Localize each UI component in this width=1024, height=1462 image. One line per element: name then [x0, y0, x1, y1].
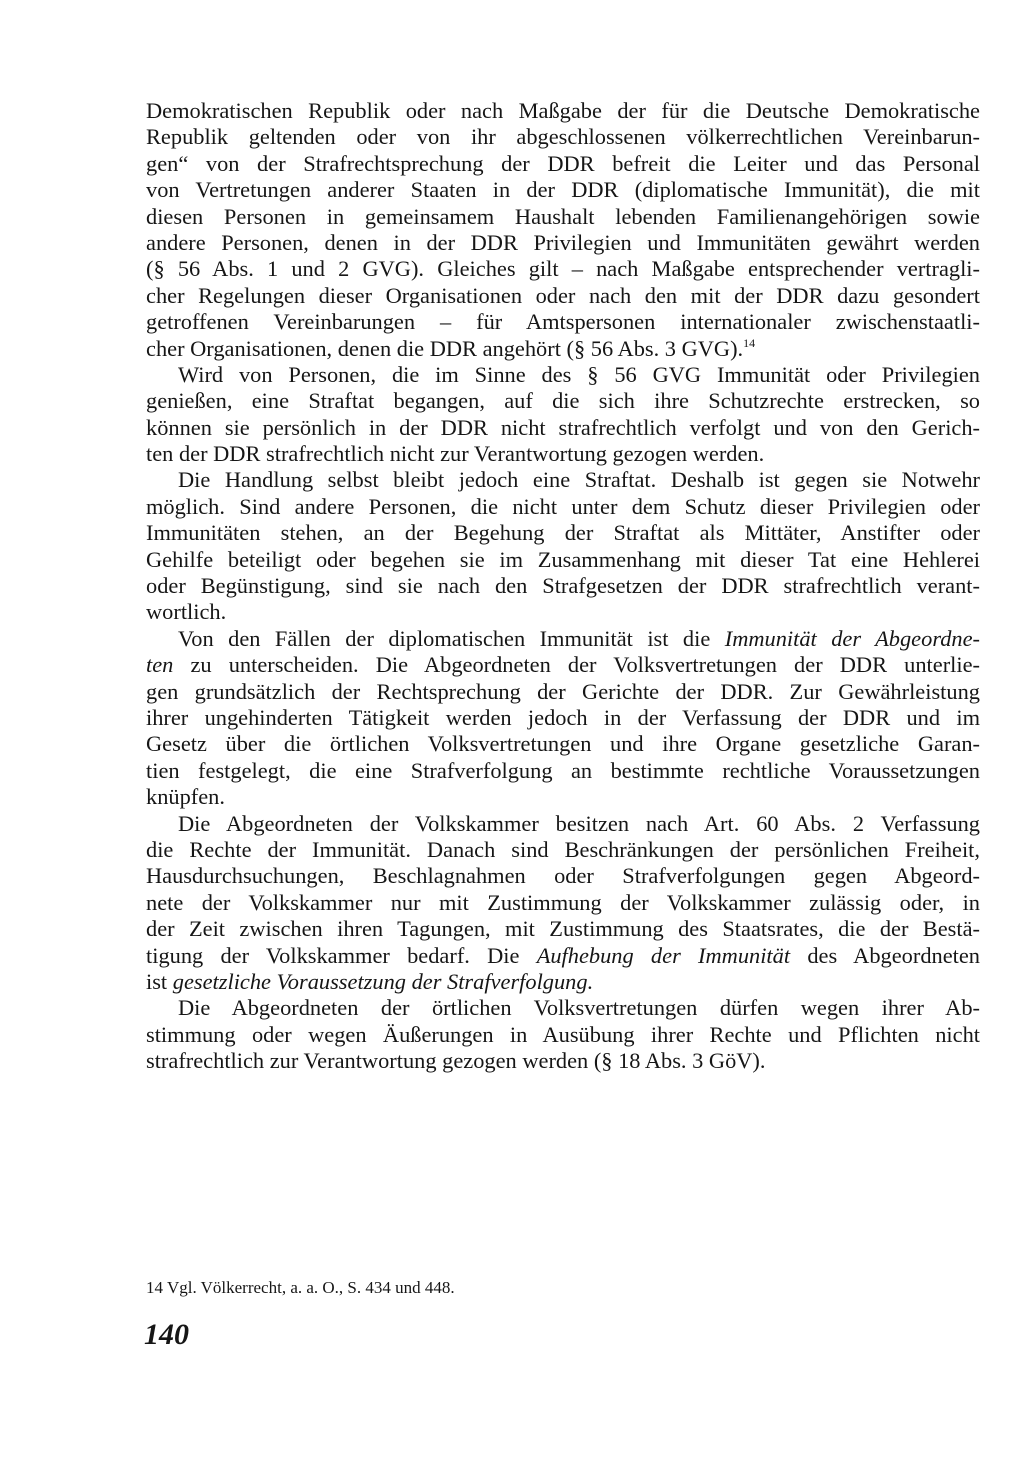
- emphasis-term: Aufhebung der Immunität: [536, 942, 791, 968]
- text-line: Republik geltenden oder von ihr abgeschlossenen völkerrechtlichen Vereinbarun-: [146, 124, 980, 150]
- text-line: genießen, eine Straftat begangen, auf die sich ihre Schutzrechte erstrecken, so: [146, 388, 980, 414]
- text-line: oder Begünstigung, sind sie nach den Strafgesetzen der DDR strafrechtlich verant-: [146, 573, 980, 599]
- footnote: 14 Vgl. Völkerrecht, a. a. O., S. 434 und 448.: [146, 1278, 455, 1297]
- text-line: gen grundsätzlich der Rechtsprechung der Gerichte der DDR. Zur Gewährleistung: [146, 678, 980, 704]
- text-line: (§ 56 Abs. 1 und 2 GVG). Gleiches gilt – nach Maßgabe entsprechender vertragli-: [146, 256, 980, 282]
- text-line: gen“ von der Strafrechtsprechung der DDR befreit die Leiter und das Personal: [146, 150, 980, 176]
- text-line: nete der Volkskammer nur mit Zustimmung der Volkskammer zulässig oder, in: [146, 889, 980, 915]
- text-line: von Vertretungen anderer Staaten in der DDR (diplomatische Immunität), die mit: [146, 177, 980, 203]
- text-line: möglich. Sind andere Personen, die nicht unter dem Schutz dieser Privilegien oder: [146, 493, 980, 519]
- text-line: getroffenen Vereinbarungen – für Amtspersonen internationaler zwischenstaatli-: [146, 309, 980, 335]
- text-line: Die Abgeordneten der örtlichen Volksvertretungen dürfen wegen ihrer Ab-: [178, 995, 980, 1021]
- text-line: tigung der Volkskammer bedarf. Die Aufhebung der Immunität des Abgeordneten: [146, 942, 980, 968]
- text-line: Wird von Personen, die im Sinne des § 56 GVG Immunität oder Privilegien: [178, 361, 980, 387]
- text-line: Die Abgeordneten der Volkskammer besitzen nach Art. 60 Abs. 2 Verfassung: [178, 810, 980, 836]
- emphasis-term: ten: [146, 652, 174, 678]
- text-line: tien festgelegt, die eine Strafverfolgung an bestimmte rechtliche Voraussetzungen: [146, 757, 980, 783]
- emphasis-term: gesetzliche Voraussetzung der Strafverfolgung.: [172, 968, 594, 994]
- text-line: ten zu unterscheiden. Die Abgeordneten der Volksvertretungen der DDR unterlie-: [146, 652, 980, 678]
- text-line: können sie persönlich in der DDR nicht strafrechtlich verfolgt und von den Gerich-: [146, 414, 980, 440]
- text-line: Gesetz über die örtlichen Volksvertretungen und ihre Organe gesetzliche Garan-: [146, 731, 980, 757]
- page-number: 140: [144, 1318, 189, 1351]
- footnote-reference: 14: [743, 335, 756, 350]
- text-line: Von den Fällen der diplomatischen Immunität ist die Immunität der Abgeordne-: [178, 625, 980, 651]
- text-line: Demokratischen Republik oder nach Maßgabe der für die Deutsche Demokratische: [146, 98, 980, 123]
- text-line: ihrer ungehinderten Tätigkeit werden jedoch in der Verfassung der DDR und im: [146, 704, 980, 730]
- text-line: cher Organisationen, denen die DDR angehört (§ 56 Abs. 3 GVG).$^{14}$: [146, 335, 756, 361]
- text-line: knüpfen.: [146, 784, 225, 810]
- text-line: diesen Personen in gemeinsamem Haushalt lebenden Familienangehörigen sowie: [146, 203, 980, 229]
- text-line: wortlich.: [146, 599, 227, 625]
- text-line: der Zeit zwischen ihren Tagungen, mit Zustimmung des Staatsrates, die der Bestä-: [146, 916, 980, 942]
- text-line: stimmung oder wegen Äußerungen in Ausübung ihrer Rechte und Pflichten nicht: [146, 1021, 980, 1047]
- text-line: Gehilfe beteiligt oder begehen sie im Zusammenhang mit dieser Tat eine Hehlerei: [146, 546, 980, 572]
- text-line: cher Regelungen dieser Organisationen oder nach den mit der DDR dazu gesondert: [146, 282, 980, 308]
- text-line: ten der DDR strafrechtlich nicht zur Verantwortung gezogen werden.: [146, 441, 765, 467]
- text-line: die Rechte der Immunität. Danach sind Beschränkungen der persönlichen Freiheit,: [146, 836, 980, 862]
- text-line: Hausdurchsuchungen, Beschlagnahmen oder Strafverfolgungen gegen Abgeord-: [146, 863, 980, 889]
- text-line: Die Handlung selbst bleibt jedoch eine Straftat. Deshalb ist gegen sie Notwehr: [178, 467, 980, 493]
- emphasis-term: Immunität der Abgeordne-: [724, 625, 980, 651]
- text-line: andere Personen, denen in der DDR Privilegien und Immunitäten gewährt werden: [146, 229, 980, 255]
- body-text: [146, 98, 980, 1074]
- text-line: Immunitäten stehen, an der Begehung der Straftat als Mittäter, Anstifter oder: [146, 520, 980, 546]
- text-line: strafrechtlich zur Verantwortung gezogen werden (§ 18 Abs. 3 GöV).: [146, 1048, 766, 1074]
- text-line: ist gesetzliche Voraussetzung der Strafverfolgung.: [146, 968, 594, 994]
